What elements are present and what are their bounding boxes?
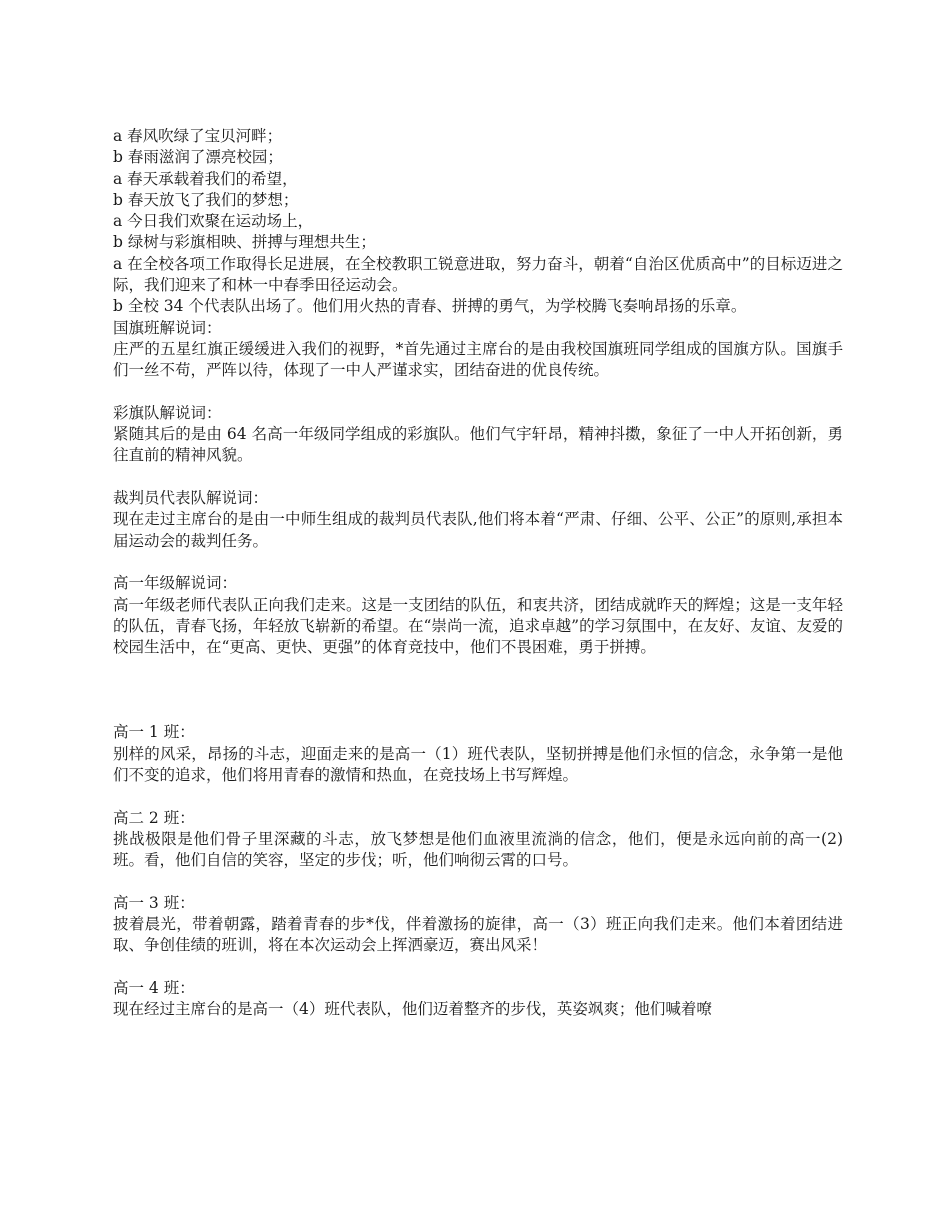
section-text-class4: 现在经过主席台的是高一（4）班代表队，他们迈着整齐的步伐，英姿飒爽；他们喊着嘹 xyxy=(113,1000,712,1019)
paragraph-gap xyxy=(113,786,843,807)
paragraph-gap xyxy=(113,382,843,403)
section-heading-class4: 高一 4 班： xyxy=(113,978,195,997)
opening-line: b 绿树与彩旗相映、拼搏与理想共生； xyxy=(113,233,376,252)
section-text-class2: 挑战极限是他们骨子里深藏的斗志，放飞梦想是他们血液里流淌的信念，他们，便是永远向前的高一(2)班。看，他们自信的笑容，坚定的步伐；听，他们响彻云霄的口号。 xyxy=(113,829,843,870)
section-text-class1: 别样的风采，昂扬的斗志，迎面走来的是高一（1）班代表队，坚韧拼搏是他们永恒的信念，永争第一是他们不变的追求，他们将用青春的激情和热血，在竞技场上书写辉煌。 xyxy=(113,744,843,785)
paragraph-gap xyxy=(113,467,843,488)
opening-line: a 春天承载着我们的希望， xyxy=(113,169,298,188)
paragraph-gap xyxy=(113,552,843,573)
section-text-class3: 披着晨光，带着朝露，踏着青春的步*伐，伴着激扬的旋律，高一（3）班正向我们走来。他们本着团结进取、争创佳绩的班训，将在本次运动会上挥洒豪迈，赛出风采！ xyxy=(113,915,843,955)
section-gap xyxy=(113,658,843,722)
section-text-grade1: 高一年级老师代表队正向我们走来。这是一支团结的队伍，和衷共济，团结成就昨天的辉煌；这是一支年轻的队伍，青春飞扬，年轻放飞崭新的希望。在“崇尚一流，追求卓越”的学习氛围中，在友好、友谊、友爱的校园生活中，在“更高、更快、更强”的体育竞技中，他们不畏困难，勇于拼搏。 xyxy=(113,595,843,657)
section-text-flag: 庄严的五星红旗正缓缓进入我们的视野，*首先通过主席台的是由我校国旗班同学组成的国旗方队。国旗手们一丝不苟，严阵以待，体现了一中人严谨求实，团结奋进的优良传统。 xyxy=(113,339,843,380)
opening-paragraph: a 在全校各项工作取得长足进展，在全校教职工锐意进取，努力奋斗，朝着“自治区优质高中”的目标迈进之际，我们迎来了和林一中春季田径运动会。 xyxy=(113,254,843,295)
section-heading-class1: 高一 1 班： xyxy=(113,723,195,742)
opening-paragraph: b 全校 34 个代表队出场了。他们用火热的青春、拼搏的勇气，为学校腾飞奏响昂扬的乐章。 xyxy=(113,297,747,316)
document-body xyxy=(113,126,843,1021)
opening-line: b 春天放飞了我们的梦想； xyxy=(113,190,299,209)
opening-line: a 春风吹绿了宝贝河畔； xyxy=(113,127,283,145)
paragraph-gap xyxy=(113,872,843,893)
opening-line: a 今日我们欢聚在运动场上， xyxy=(113,212,314,231)
section-heading-grade1: 高一年级解说词： xyxy=(113,574,238,593)
section-heading-flag: 国旗班解说词： xyxy=(113,318,222,337)
paragraph-gap xyxy=(113,957,843,978)
section-heading-colorflag: 彩旗队解说词： xyxy=(113,403,222,422)
section-heading-referee: 裁判员代表队解说词： xyxy=(113,489,269,508)
opening-line: b 春雨滋润了漂亮校园； xyxy=(113,148,283,167)
section-heading-class2: 高二 2 班： xyxy=(113,808,195,827)
section-text-colorflag: 紧随其后的是由 64 名高一年级同学组成的彩旗队。他们气宇轩昂，精神抖擞，象征了一中人开拓创新，勇往直前的精神风貌。 xyxy=(113,425,843,465)
section-text-referee: 现在走过主席台的是由一中师生组成的裁判员代表队,他们将本着“严肃、仔细、公平、公正”的原则,承担本届运动会的裁判任务。 xyxy=(113,510,843,550)
section-heading-class3: 高一 3 班： xyxy=(113,893,195,912)
